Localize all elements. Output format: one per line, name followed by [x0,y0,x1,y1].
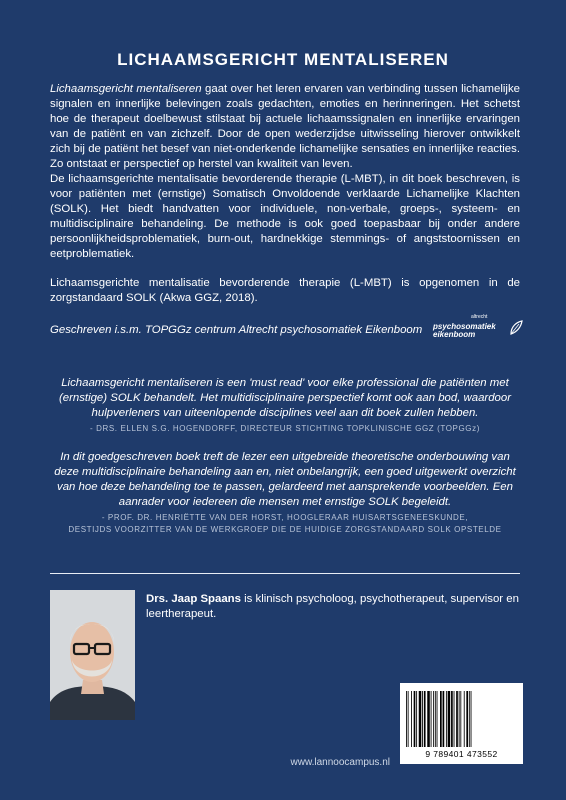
barcode-bar [464,691,465,747]
barcode-bar [433,691,434,747]
intro-rest: gaat over het leren ervaren van verbinding tussen lichamelijke signalen en innerlijke belevingen zoals gedachten, emoties en herinneringen. Het schetst hoe de therapeut doelbewust stilstaat bij actuele lichaamssignalen en innerlijke ervaringen van de patiënt en van zichzelf. Door de open wederzijdse uitwisseling hierover ontwikkelt zich bij de patiënt het besef van niet-onderkende lichamelijke sensaties en innerlijke reacties. Zo ontstaat er perspectief op herstel van kwaliteit van leven. [50,83,520,170]
barcode-bar [419,691,422,747]
barcode-bar [416,691,417,747]
description [50,82,520,306]
barcode-bar [454,691,455,747]
barcode-bar [466,691,468,747]
guideline-paragraph: Lichaamsgerichte mentalisatie bevorderende therapie (L-MBT) is opgenomen in de zorgstandaard SOLK (Akwa GGZ, 2018). [50,277,520,304]
quote-text: In dit goedgeschreven boek treft de lezer een uitgebreide theoretische onderbouwing van deze multidisciplinaire behandeling aan en, niet onbelangrijk, een goed uitgewerkt overzicht van hoe deze behandeling toe te passen, gelardeerd met aansprekende voorbeelden. Een aanrader voor iedereen die mensen met ernstige SOLK begeleidt. [54,451,516,508]
credit-line: Geschreven i.s.m. TOPGGz centrum Altrecht psychosomatiek Eikenboom [50,324,423,336]
quote-van-der-horst [50,450,520,536]
author-name: Drs. Jaap Spaans [146,593,241,605]
barcode-bar [459,691,460,747]
quote-hogendorff [50,376,520,435]
attribution-line-2: DESTIJDS VOORZITTER VAN DE WERKGROEP DIE DE HUIDIGE ZORGSTANDAARD SOLK OPSTELDE [68,525,502,534]
barcode-bar [448,691,451,747]
barcode-bars [406,691,517,747]
barcode-bar [431,691,432,747]
book-title: LICHAAMSGERICHT MENTALISEREN [117,50,449,69]
attribution-line-1: - PROF. DR. HENRIËTTE VAN DER HORST, HOOGLERAAR HUISARTSGENEESKUNDE, [101,513,469,522]
publisher-website: www.lannoocampus.nl [290,757,390,768]
barcode-bar [411,691,412,747]
isbn-barcode [400,683,523,764]
barcode-bar [469,691,470,747]
author-portrait-image [50,590,135,720]
quote-attribution [50,512,520,536]
barcode-bar [422,691,423,747]
barcode-bar [437,691,438,747]
divider [50,573,520,574]
quote-attribution: - DRS. ELLEN S.G. HOGENDORFF, DIRECTEUR STICHTING TOPKLINISCHE GGZ (TOPGGz) [90,424,480,433]
barcode-bar [414,691,416,747]
logo-line-2: eikenboom [433,330,476,339]
barcode-bar [451,691,453,747]
isbn-number: 9 789401 473552 [425,749,498,759]
barcode-bar [427,691,430,747]
intro-emphasis: Lichaamsgericht mentaliseren [50,83,202,95]
logo-small-text: altrecht [471,314,488,320]
logo-line-1: psychosomatiek [433,322,496,331]
leaf-icon [509,320,523,336]
barcode-bar [424,691,426,747]
barcode-bar [456,691,458,747]
barcode-bar [408,691,409,747]
barcode-bar [446,691,447,747]
author-photo [50,590,135,720]
barcode-bar [406,691,407,747]
altrecht-logo [433,314,523,342]
quote-text: Lichaamsgericht mentaliseren is een 'must read' voor elke professional die patiënten met (ernstige) SOLK behandelt. Het multidisciplinaire perspectief komt ook aan bod, waardoor hulpverleners van uiteenlopende disciplines veel aan dit boek zullen hebben. [58,377,512,419]
barcode-bar [460,691,461,747]
intro-paragraph [50,82,520,172]
barcode-bar [440,691,442,747]
author-bio-text: is klinisch psycholoog, psychotherapeut, supervisor en leertherapeut. [146,593,519,620]
therapy-paragraph: De lichaamsgerichte mentalisatie bevorderende therapie (L-MBT), in dit boek beschreven, is voor patiënten met (ernstige) Somatisch Onvoldoende verklaarde Lichamelijke Klachten (SOLK). Het biedt handvatten voor individuele, non-verbale, groeps-, systeem- en multidisciplinaire behandeling. De methode is ook goed toepasbaar bij onder andere persoonlijkheidsproblematiek, burn-out, hardnekkige stemmings- of angststoornissen en eetproblematiek. [50,173,520,260]
barcode-bar [435,691,436,747]
barcode-bar [443,691,445,747]
barcode-bar [471,691,472,747]
author-bio [146,592,526,622]
